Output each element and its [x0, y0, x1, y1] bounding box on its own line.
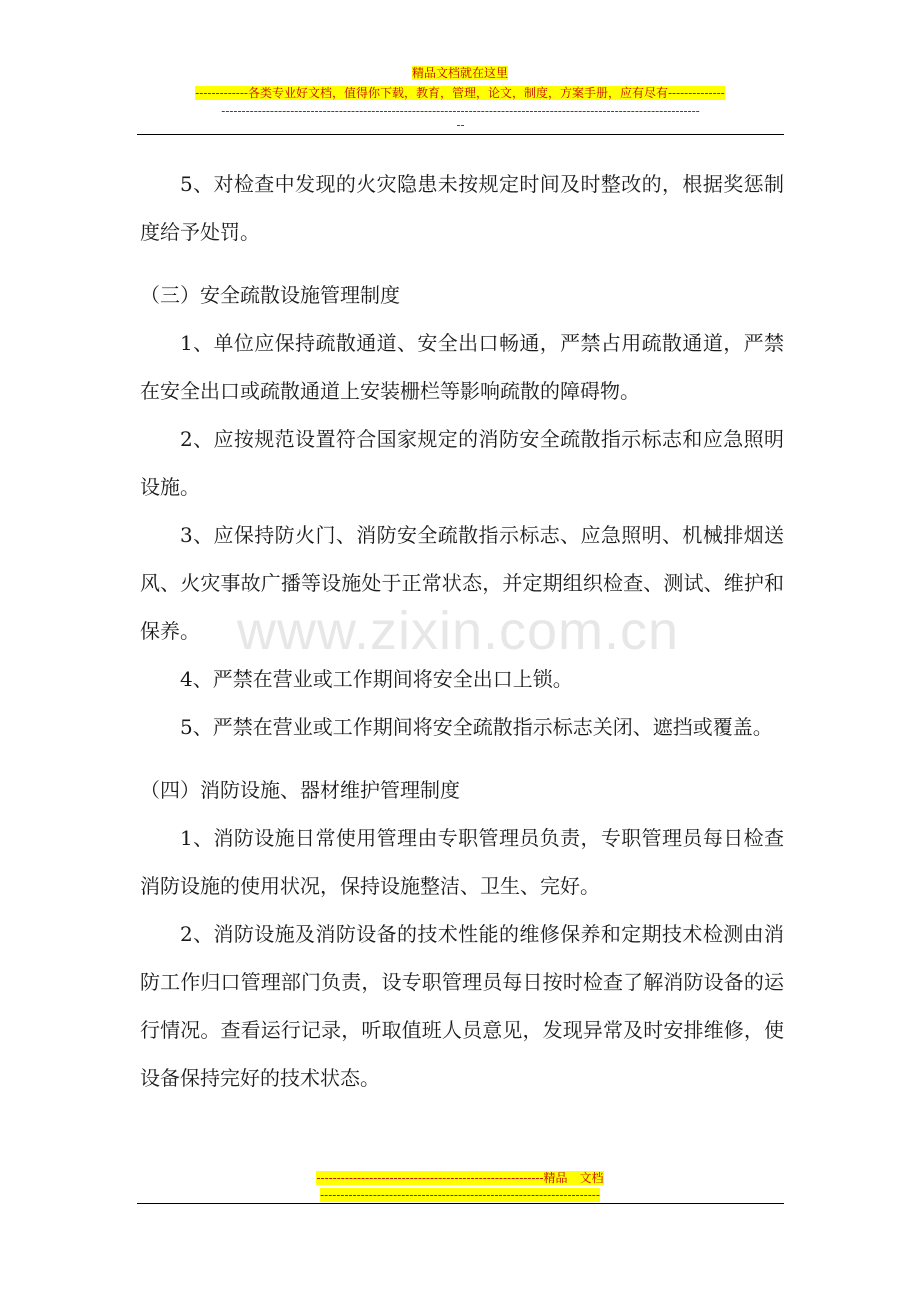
header-subtitle-text: -------------各类专业好文档，值得你下载，教育，管理，论文，制度，方案手册，应有尽有--------------: [195, 86, 725, 100]
footer-label: [0, 1171, 920, 1186]
document-body: [140, 160, 784, 1102]
section-heading-fire-equipment: （四）消防设施、器材维护管理制度: [140, 778, 460, 802]
section-heading-evacuation: （三）安全疏散设施管理制度: [140, 283, 400, 307]
header-title: [0, 66, 920, 81]
header-subtitle: [0, 86, 920, 101]
paragraph-item-2-evacuation: 2、应按规范设置符合国家规定的消防安全疏散指示标志和应急照明设施。: [140, 427, 784, 499]
footer-rule: [137, 1203, 784, 1204]
paragraph-item-5-rectification: 5、对检查中发现的火灾隐患未按规定时间及时整改的，根据奖惩制度给予处罚。: [140, 172, 784, 244]
paragraph-item-3-evacuation: 3、应保持防火门、消防安全疏散指示标志、应急照明、机械排烟送风、火灾事故广播等设施处于正常状态，并定期组织检查、测试、维护和保养。: [140, 523, 784, 643]
header-dash-line: ----------------------------------------------------------------------------------------------------------------------: [221, 105, 700, 117]
footer-dash-line: [0, 1189, 920, 1201]
paragraph-item-1-evacuation: 1、单位应保持疏散通道、安全出口畅通，严禁占用疏散通道，严禁在安全出口或疏散通道上安装栅栏等影响疏散的障碍物。: [140, 331, 784, 403]
paragraph-item-4-evacuation: 4、严禁在营业或工作期间将安全出口上锁。: [180, 667, 573, 691]
paragraph-item-2-equipment: 2、消防设施及消防设备的技术性能的维修保养和定期技术检测由消防工作归口管理部门负责，设专职管理员每日按时检查了解消防设备的运行情况。查看运行记录，听取值班人员意见，发现异常及时安排维修，使设备保持完好的技术状态。: [140, 922, 784, 1090]
paragraph-item-5-evacuation: 5、严禁在营业或工作期间将安全疏散指示标志关闭、遮挡或覆盖。: [180, 715, 773, 739]
header-rule: [137, 134, 784, 135]
watermark: www.zixin.com.cn: [236, 601, 680, 661]
header-dash-tail: --: [456, 119, 465, 131]
header-title-text: 精品文档就在这里: [411, 66, 508, 80]
footer-dash-text: ---------------------------------------------------------------------: [320, 1188, 600, 1202]
footer-label-text: --------------------------------------------------------精品 文档: [316, 1171, 604, 1185]
paragraph-item-1-equipment: 1、消防设施日常使用管理由专职管理员负责，专职管理员每日检查消防设施的使用状况，保持设施整洁、卫生、完好。: [140, 826, 784, 898]
